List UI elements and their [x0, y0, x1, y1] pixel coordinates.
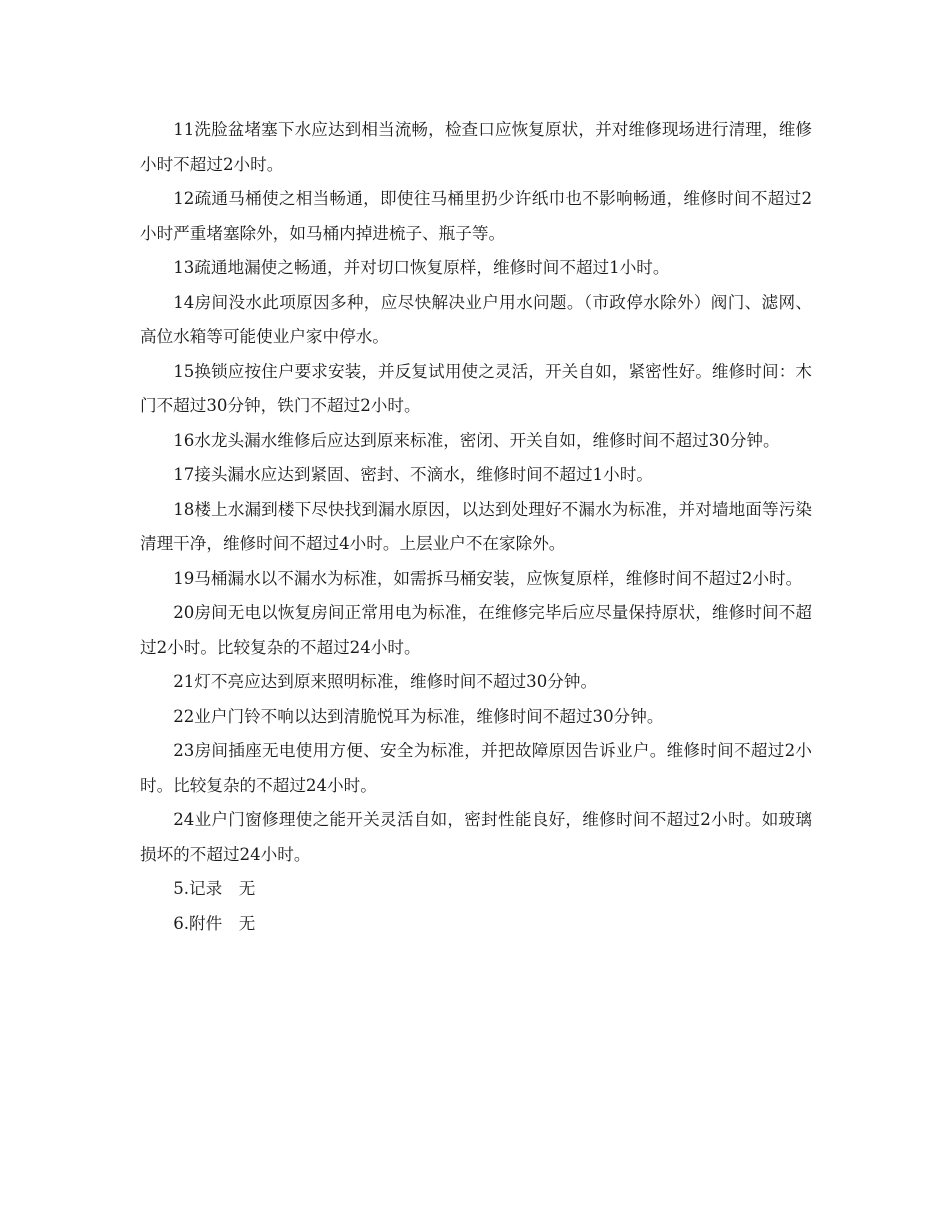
paragraph-item-16: 16水龙头漏水维修后应达到原来标准，密闭、开关自如，维修时间不超过30分钟。 — [173, 430, 780, 450]
paragraph-item-12: 12疏通马桶使之相当畅通，即使往马桶里扔少许纸巾也不影响畅通，维修时间不超过2小时严重堵塞除外，如马桶内掉进梳子、瓶子等。 — [140, 189, 812, 243]
paragraph-item-24: 24业户门窗修理使之能开关灵活自如，密封性能良好，维修时间不超过2小时。如玻璃损坏的不超过24小时。 — [140, 810, 812, 864]
paragraph-item-18: 18楼上水漏到楼下尽快找到漏水原因，以达到处理好不漏水为标准，并对墙地面等污染清理干净，维修时间不超过4小时。上层业户不在家除外。 — [140, 499, 812, 553]
paragraph-item-20: 20房间无电以恢复房间正常用电为标准，在维修完毕后应尽量保持原状，维修时间不超过2小时。比较复杂的不超过24小时。 — [140, 603, 812, 657]
paragraph-item-22: 22业户门铃不响以达到清脆悦耳为标准，维修时间不超过30分钟。 — [173, 706, 664, 726]
paragraph-item-11: 11洗脸盆堵塞下水应达到相当流畅，检查口应恢复原状，并对维修现场进行清理，维修小时不超过2小时。 — [140, 120, 812, 174]
paragraph-item-14: 14房间没水此项原因多种，应尽快解决业户用水问题。（市政停水除外）阀门、滤网、高位水箱等可能使业户家中停水。 — [140, 292, 812, 346]
paragraph-item-13: 13疏通地漏使之畅通，并对切口恢复原样，维修时间不超过1小时。 — [173, 258, 670, 277]
paragraph-item-17: 17接头漏水应达到紧固、密封、不滴水，维修时间不超过1小时。 — [173, 465, 653, 484]
paragraph-item-21: 21灯不亮应达到原来照明标准，维修时间不超过30分钟。 — [173, 672, 598, 691]
paragraph-item-15: 15换锁应按住户要求安装，并反复试用使之灵活，开关自如，紧密性好。维修时间：木门不超过30分钟，铁门不超过2小时。 — [140, 361, 812, 415]
document-body — [140, 113, 812, 941]
section-records: 5.记录 无 — [173, 879, 256, 898]
section-attachments: 6.附件 无 — [173, 913, 256, 933]
paragraph-item-19: 19马桶漏水以不漏水为标准，如需拆马桶安装，应恢复原样，维修时间不超过2小时。 — [173, 568, 803, 588]
paragraph-item-23: 23房间插座无电使用方便、安全为标准，并把故障原因告诉业户。维修时间不超过2小时。比较复杂的不超过24小时。 — [140, 741, 812, 795]
